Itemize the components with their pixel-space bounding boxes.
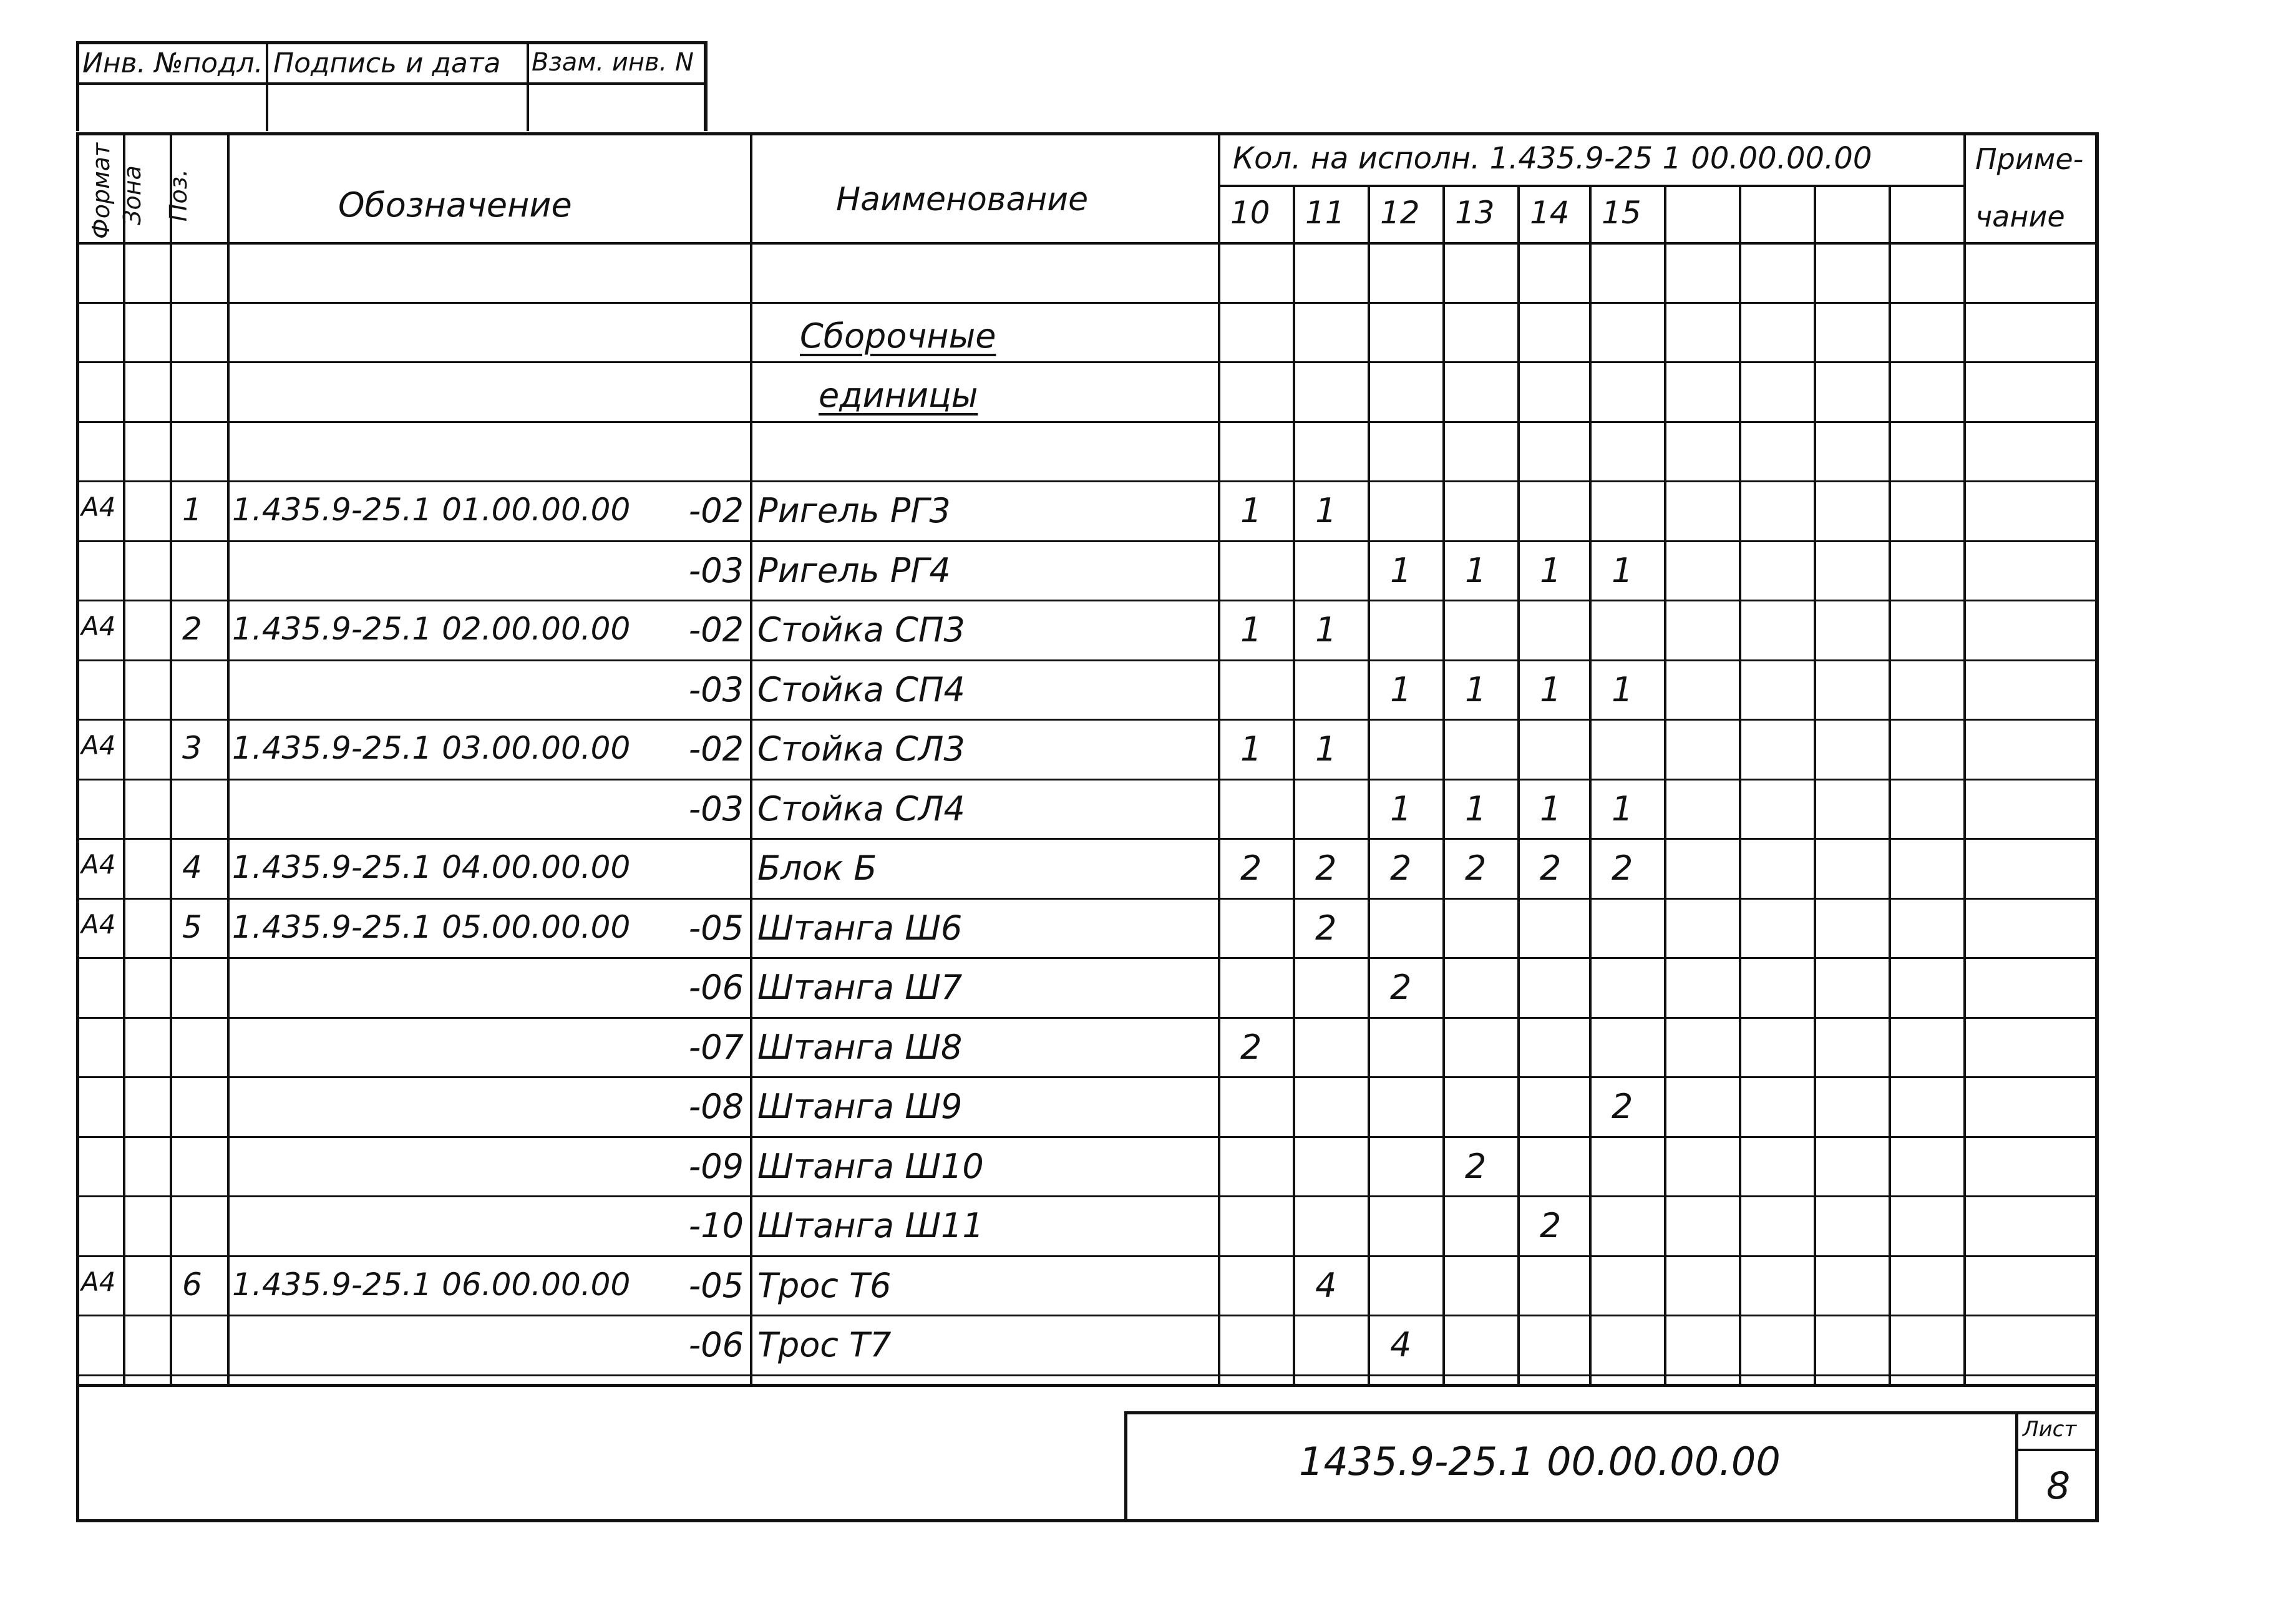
row-designation: 1.435.9-25.1 05.00.00.00 (232, 909, 631, 945)
variant-header: 14 (1530, 195, 1570, 231)
row-qty: 4 (1315, 1266, 1337, 1305)
row-suffix: -09 (688, 1147, 744, 1186)
row-position: 1 (182, 492, 202, 528)
grid-line (76, 1076, 2099, 1078)
row-suffix: -06 (688, 968, 744, 1007)
row-name: Ригель РГ3 (757, 491, 951, 530)
grid-line (76, 1017, 2099, 1019)
row-qty: 2 (1612, 848, 1633, 888)
row-position: 3 (182, 730, 202, 766)
row-qty: 2 (1315, 908, 1337, 948)
row-name: Штанга Ш8 (757, 1028, 963, 1067)
grid-line (76, 540, 2099, 542)
row-format: А4 (81, 909, 116, 940)
row-format: А4 (81, 1267, 116, 1297)
grid-line (1293, 185, 1295, 1386)
grid-line (76, 1315, 2099, 1316)
row-qty: 2 (1240, 848, 1262, 888)
row-format: А4 (81, 492, 116, 522)
grid-line (76, 838, 2099, 840)
grid-line (1963, 132, 1966, 1386)
sheet-number: 8 (2046, 1464, 2071, 1508)
variant-header: 12 (1380, 195, 1420, 231)
document-code: 1435.9-25.1 00.00.00.00 (1299, 1439, 1781, 1484)
row-suffix: -06 (688, 1325, 744, 1364)
row-name: Блок Б (757, 848, 877, 888)
grid-line (76, 898, 2099, 900)
row-qty: 1 (1465, 551, 1487, 590)
grid-line (1664, 185, 1666, 1386)
row-qty: 1 (1465, 670, 1487, 709)
inventory-stamp (76, 41, 708, 131)
row-suffix: -08 (688, 1087, 744, 1126)
row-qty: 2 (1465, 1147, 1487, 1186)
grid-line (1442, 185, 1445, 1386)
replaced-inv-label: Взам. инв. N (532, 48, 694, 77)
row-qty: 2 (1240, 1028, 1262, 1067)
row-qty: 1 (1315, 729, 1337, 769)
row-suffix: -05 (688, 1266, 744, 1305)
row-designation: 1.435.9-25.1 03.00.00.00 (232, 730, 631, 766)
row-name: Трос Т7 (757, 1325, 892, 1364)
grid-line (1589, 185, 1592, 1386)
row-qty: 2 (1390, 968, 1412, 1007)
row-qty: 2 (1315, 848, 1337, 888)
specification-form (76, 132, 2099, 1522)
row-qty: 1 (1390, 789, 1412, 829)
row-name: Стойка СЛ4 (757, 789, 965, 829)
grid-line (76, 1136, 2099, 1138)
grid-line (1218, 132, 1220, 1386)
grid-line (750, 132, 752, 1386)
row-designation: 1.435.9-25.1 02.00.00.00 (232, 611, 631, 647)
row-name: Штанга Ш11 (757, 1206, 984, 1245)
sheet-label: Лист (2023, 1417, 2077, 1442)
row-designation: 1.435.9-25.1 06.00.00.00 (232, 1267, 631, 1303)
row-qty: 1 (1240, 491, 1262, 530)
row-name: Штанга Ш6 (757, 908, 963, 948)
row-name: Ригель РГ4 (757, 551, 951, 590)
pos-header: Поз. (165, 168, 192, 222)
row-qty: 1 (1240, 729, 1262, 769)
grid-line (76, 600, 2099, 601)
grid-line (76, 779, 2099, 780)
row-position: 5 (182, 909, 202, 945)
row-suffix: -10 (688, 1206, 744, 1245)
row-designation: 1.435.9-25.1 04.00.00.00 (232, 849, 631, 885)
grid-line (1368, 185, 1370, 1386)
row-qty: 1 (1612, 670, 1633, 709)
row-designation: 1.435.9-25.1 01.00.00.00 (232, 492, 631, 528)
row-qty: 1 (1612, 551, 1633, 590)
grid-line (76, 957, 2099, 959)
row-qty: 1 (1540, 551, 1562, 590)
grid-line (76, 421, 2099, 423)
row-suffix: -03 (688, 670, 744, 709)
row-suffix: -02 (688, 729, 744, 769)
row-position: 2 (182, 611, 202, 647)
grid-line (76, 1195, 2099, 1197)
grid-line (76, 659, 2099, 661)
designation-header: Обозначение (338, 185, 572, 225)
variant-header: 13 (1455, 195, 1495, 231)
grid-line (1739, 185, 1741, 1386)
inv-no-label: Инв. №подл. (82, 47, 263, 79)
format-header: Формат (87, 142, 115, 239)
row-suffix: -07 (688, 1028, 744, 1067)
grid-line (76, 1374, 2099, 1376)
row-name: Стойка СП4 (757, 670, 965, 709)
row-qty: 1 (1315, 491, 1337, 530)
qty-header: Кол. на исполн. 1.435.9-25 1 00.00.00.00 (1233, 141, 1872, 176)
row-position: 4 (182, 849, 202, 885)
row-suffix: -03 (688, 789, 744, 829)
grid-line (76, 361, 2099, 363)
row-name: Стойка СП3 (757, 610, 965, 649)
grid-line (76, 242, 2099, 245)
note-header-2: чание (1975, 200, 2065, 233)
row-name: Трос Т6 (757, 1266, 892, 1305)
row-qty: 2 (1540, 848, 1562, 888)
variant-header: 15 (1602, 195, 1641, 231)
note-header-1: Приме- (1975, 142, 2084, 176)
row-name: Штанга Ш10 (757, 1147, 984, 1186)
grid-line (1889, 185, 1891, 1386)
row-format: А4 (81, 730, 116, 761)
grid-line (1517, 185, 1520, 1386)
row-format: А4 (81, 611, 116, 641)
row-name: Штанга Ш9 (757, 1087, 963, 1126)
row-qty: 4 (1390, 1325, 1412, 1364)
signature-date-label: Подпись и дата (273, 47, 501, 79)
row-qty: 2 (1390, 848, 1412, 888)
section-title-line1: Сборочные (800, 316, 996, 356)
row-position: 6 (182, 1267, 202, 1303)
section-title-line2: единицы (819, 376, 978, 415)
row-qty: 2 (1540, 1206, 1562, 1245)
row-format: А4 (81, 849, 116, 880)
grid-line (76, 480, 2099, 482)
variant-header: 10 (1230, 195, 1270, 231)
row-suffix: -02 (688, 610, 744, 649)
row-qty: 2 (1465, 848, 1487, 888)
row-qty: 1 (1540, 789, 1562, 829)
row-suffix: -03 (688, 551, 744, 590)
row-qty: 1 (1390, 670, 1412, 709)
grid-line (76, 719, 2099, 721)
grid-line (76, 302, 2099, 304)
row-name: Стойка СЛ3 (757, 729, 965, 769)
row-qty: 1 (1612, 789, 1633, 829)
row-qty: 1 (1540, 670, 1562, 709)
row-suffix: -02 (688, 491, 744, 530)
row-qty: 1 (1390, 551, 1412, 590)
variant-header: 11 (1305, 195, 1345, 231)
grid-line (76, 1255, 2099, 1257)
zone-header: Зона (119, 165, 146, 225)
row-qty: 1 (1240, 610, 1262, 649)
grid-line (1814, 185, 1816, 1386)
row-qty: 1 (1315, 610, 1337, 649)
name-header: Наименование (836, 181, 1089, 218)
row-qty: 2 (1612, 1087, 1633, 1126)
row-suffix: -05 (688, 908, 744, 948)
row-name: Штанга Ш7 (757, 968, 963, 1007)
row-qty: 1 (1465, 789, 1487, 829)
